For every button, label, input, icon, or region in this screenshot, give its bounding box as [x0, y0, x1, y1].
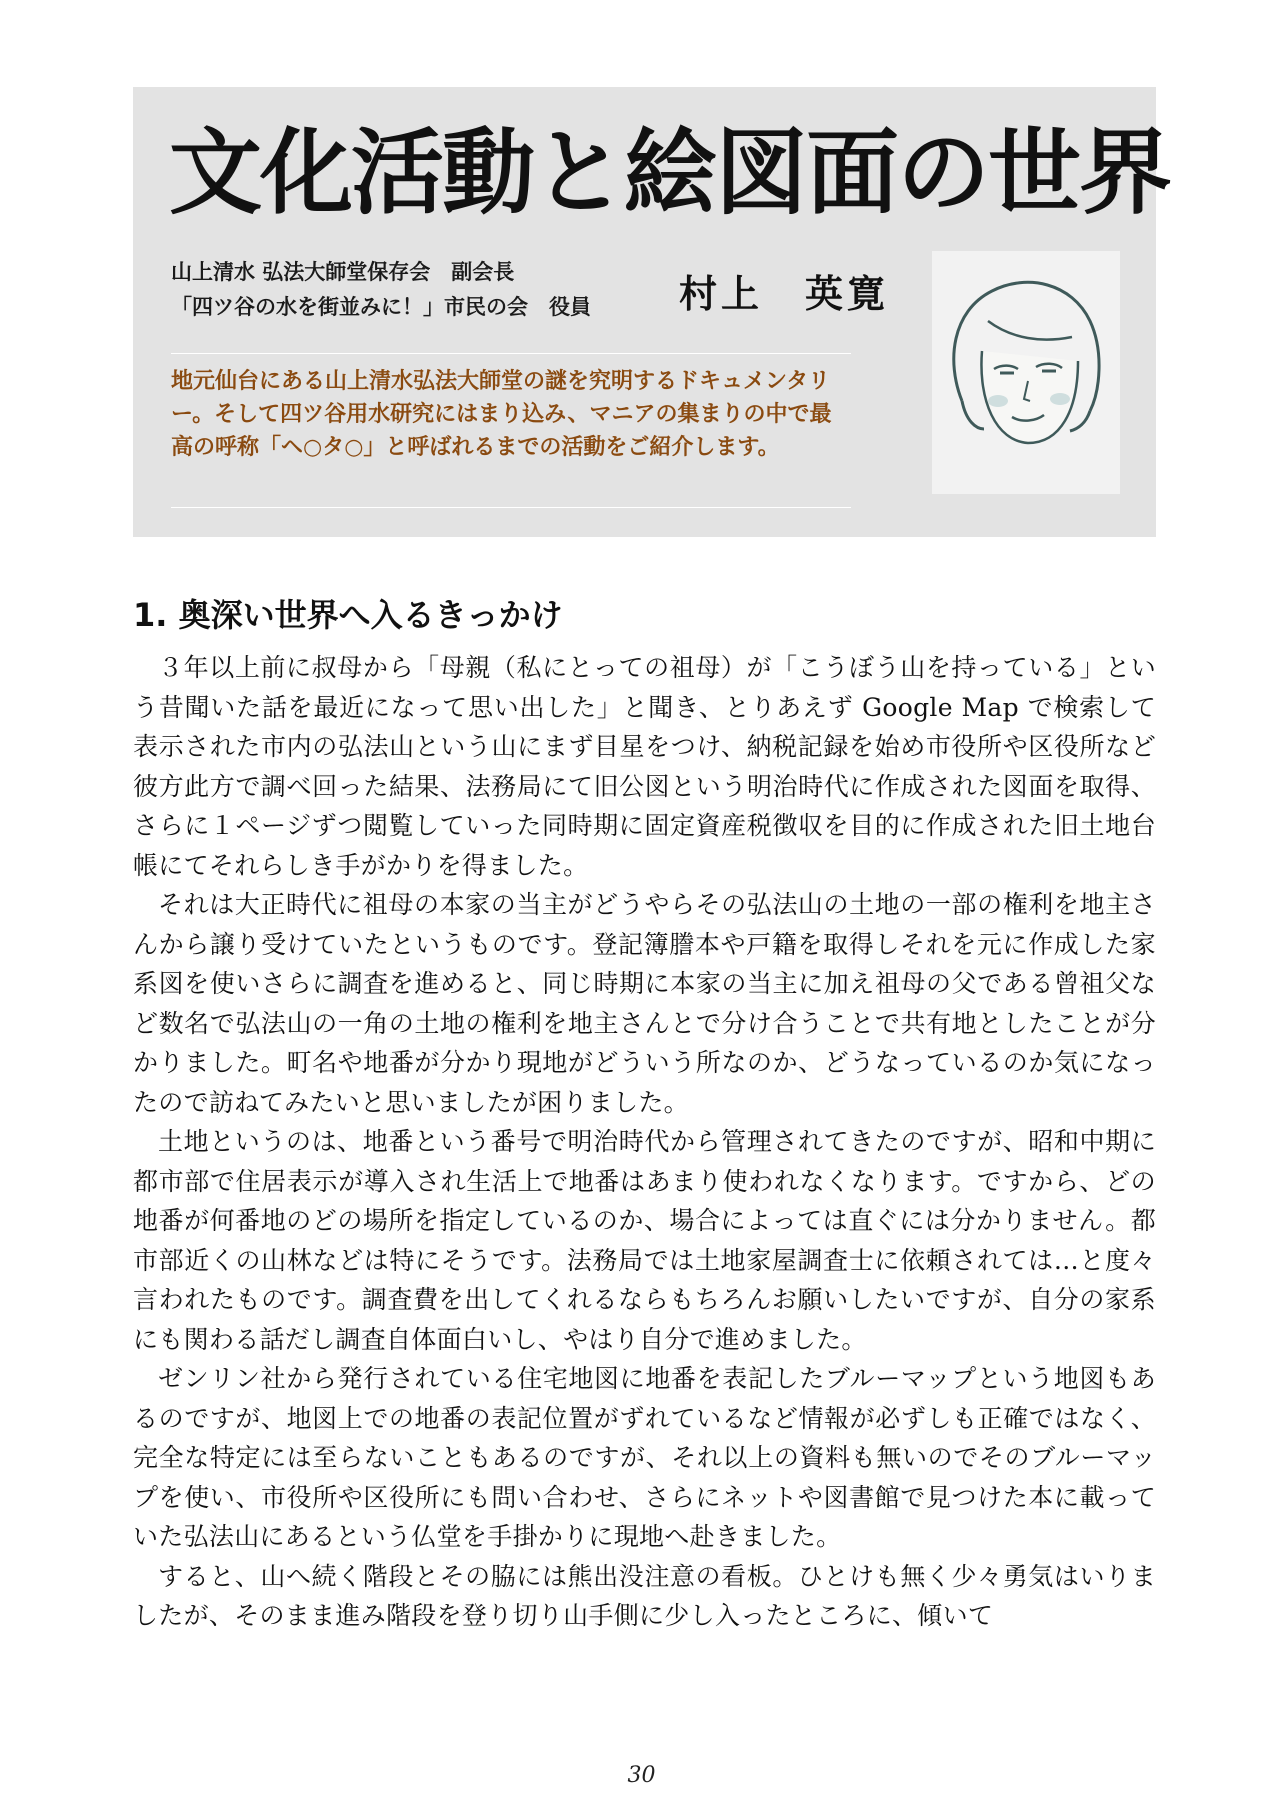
affiliation-line-2: 「四ツ谷の水を街並みに！」市民の会 役員: [171, 295, 591, 319]
author-portrait-icon: [932, 251, 1120, 494]
paragraph: ３年以上前に叔母から「母親（私にとっての祖母）が「こうぼう山を持っている」という昔聞いた話を最近になって思い出した」と聞き、とりあえず Google Map で検索して表示された市内の弘法山という山にまず目星をつけ、納税記録を始め市役所や区役所など彼方此方で調べ回った結果、法務局にて旧公図という明治時代に作成された図面を取得、さらに１ページずつ閲覧していった同時期に固定資産税徴収を目的に作成された旧土地台帳にてそれらしき手がかりを得ました。: [133, 653, 1156, 880]
intro-bottom-rule: [171, 507, 851, 508]
article-header: [133, 87, 1170, 537]
article-body: [133, 648, 1156, 1636]
affiliation-line-1: 山上清水 弘法大師堂保存会 副会長: [171, 260, 515, 284]
page-number: 30: [627, 1763, 656, 1788]
intro-text: 地元仙台にある山上清水弘法大師堂の謎を究明するドキュメンタリー。そして四ツ谷用水研究にはまり込み、マニアの集まりの中で最高の呼称「ヘ○タ○」と呼ばれるまでの活動をご紹介します。: [171, 369, 832, 460]
section-heading: 1. 奥深い世界へ入るきっかけ: [133, 596, 563, 634]
page-title: 文化活動と絵図面の世界: [169, 119, 1170, 227]
paragraph: ゼンリン社から発行されている住宅地図に地番を表記したブルーマップという地図もあるのですが、地図上での地番の表記位置がずれているなど情報が必ずしも正確ではなく、完全な特定には至らないこともあるのですが、それ以上の資料も無いのでそのブルーマップを使い、市役所や区役所にも問い合わせ、さらにネットや図書館で見つけた本に載っていた弘法山にあるという仏堂を手掛かりに現地へ赴きました。: [133, 1364, 1157, 1551]
paragraph: 土地というのは、地番という番号で明治時代から管理されてきたのですが、昭和中期に都市部で住居表示が導入され生活上で地番はあまり使われなくなります。ですから、どの地番が何番地のどの場所を指定しているのか、場合によっては直ぐには分かりません。都市部近くの山林などは特にそうです。法務局では土地家屋調査士に依頼されては…と度々言われたものです。調査費を出してくれるならもちろんお願いしたいですが、自分の家系にも関わる話だし調査自体面白いし、やはり自分で進めました。: [133, 1127, 1156, 1354]
author-affiliation: [171, 255, 591, 325]
intro-top-rule: [171, 353, 851, 354]
paragraph: それは大正時代に祖母の本家の当主がどうやらその弘法山の土地の一部の権利を地主さんから譲り受けていたというものです。登記簿謄本や戸籍を取得しそれを元に作成した家系図を使いさらに調査を進めると、同じ時期に本家の当主に加え祖母の父である曾祖父など数名で弘法山の一角の土地の権利を地主さんとで分け合うことで共有地としたことが分かりました。町名や地番が分かり現地がどういう所なのか、どうなっているのか気になったので訪ねてみたいと思いましたが困りました。: [133, 890, 1156, 1117]
author-name: 村上 英寛: [679, 272, 890, 316]
paragraph: すると、山へ続く階段とその脇には熊出没注意の看板。ひとけも無く少々勇気はいりましたが、そのまま進み階段を登り切り山手側に少し入ったところに、傾いて: [133, 1561, 1156, 1630]
